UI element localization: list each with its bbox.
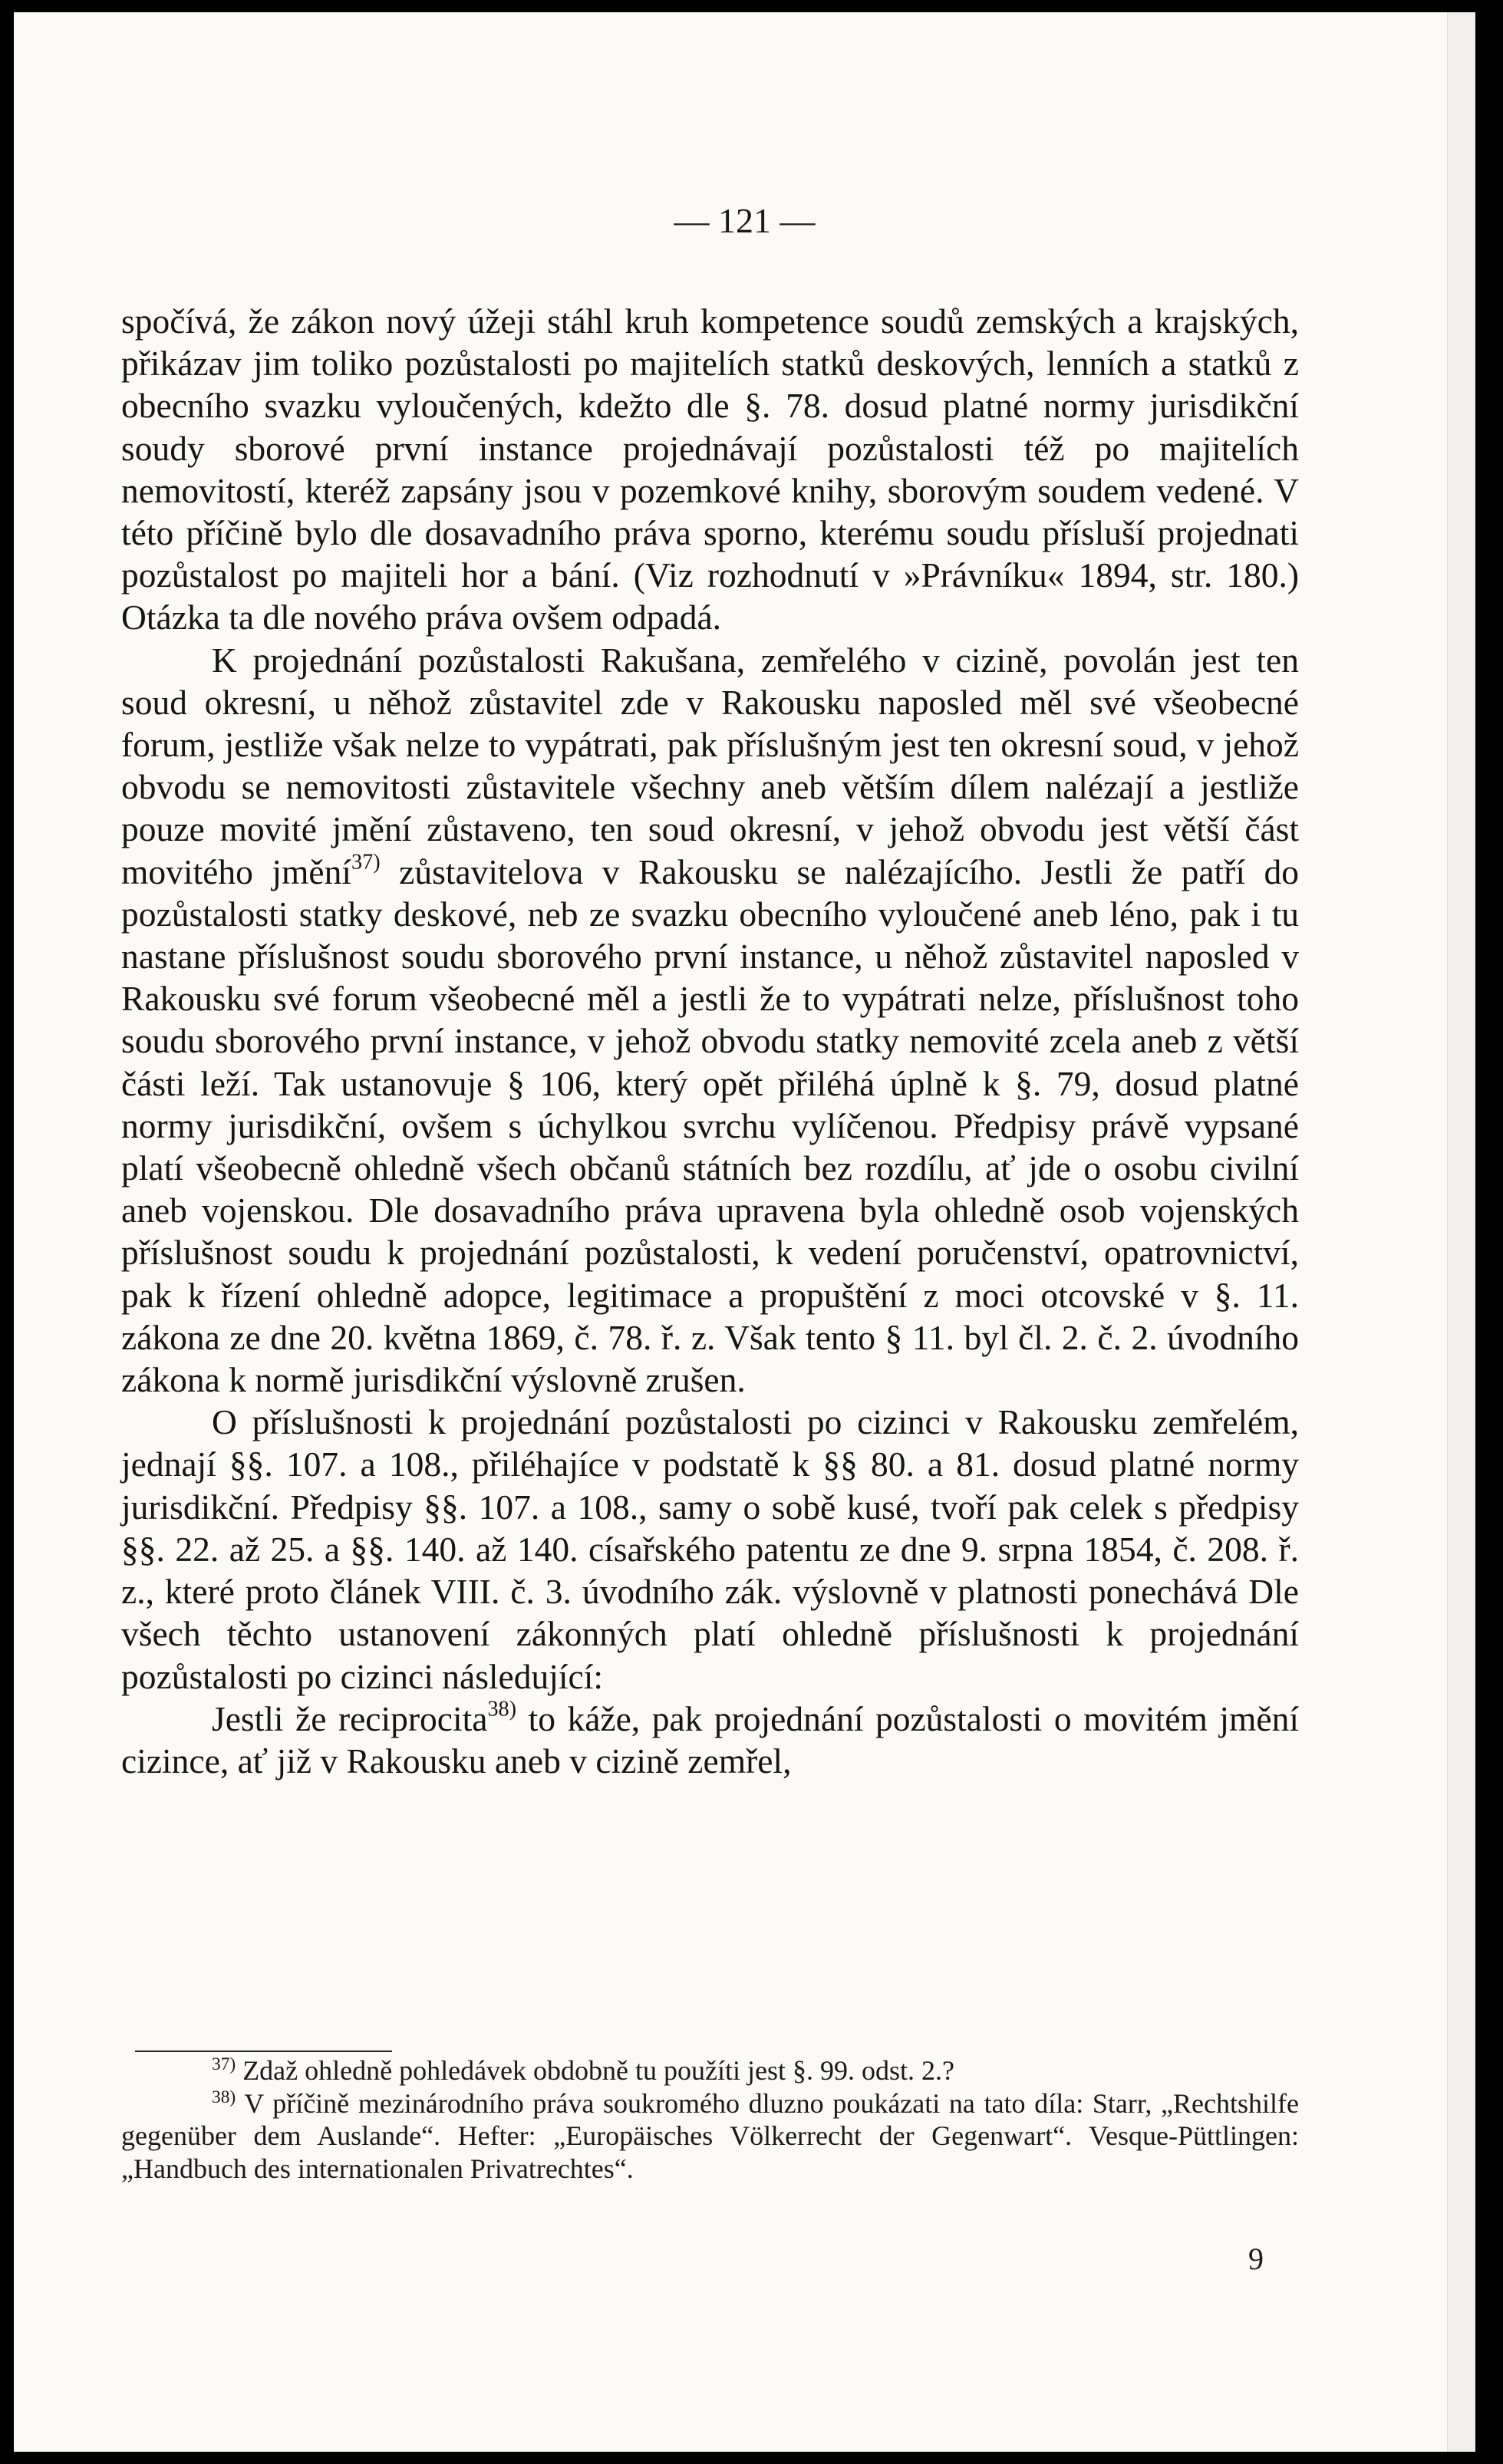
footnote-mark: 37) bbox=[212, 2054, 236, 2075]
paragraph bbox=[121, 639, 1299, 1402]
footnote-mark: 38) bbox=[212, 2087, 236, 2107]
footnote-text: Zdaž ohledně pohledávek obdobně tu použíti jest §. 99. odst. 2.? bbox=[236, 2055, 954, 2086]
paragraph-text: Jestli že reciprocita bbox=[212, 1698, 488, 1738]
footnote-reference: 37) bbox=[351, 849, 381, 874]
body-text bbox=[121, 300, 1299, 1782]
paragraph-text: spočívá, že zákon nový úžeji stáhl kruh kompetence soudů zemských a krajských, přikázav jim toliko pozůstalosti po majitelích statků deskových, lenních a statků z obecního svazku vyloučených, kdežto dle §. 78. dosud platné normy jurisdikční soudy sborové první instance projednávají pozůstalosti též po majitelích nemovitostí, kteréž zapsány jsou v pozemkové knihy, sborovým soudem vedené. V této příčině bylo dle dosavadního práva sporno, kterému soudu přísluší projednati pozůstalost po majiteli hor a bání. (Viz rozhodnutí v »Právníku« 1894, str. 180.) Otázka ta dle nového práva ovšem odpadá. bbox=[121, 301, 1299, 637]
footnotes bbox=[121, 2054, 1299, 2185]
footnote-reference: 38) bbox=[487, 1696, 517, 1721]
paragraph-text: K projednání pozůstalosti Rakušana, zemřelého v cizině, povolán jest ten soud okresní, u něhož zůstavitel zde v Rakousku naposled měl své všeobecné forum, jestliže však nelze to vypátrati, pak příslušným jest ten okresní soud, v jehož obvodu se nemovitosti zůstavitele všechny aneb větším dílem nalézají a jestliže pouze movité jmění zůstaveno, ten soud okresní, v jehož obvodu jest větší část movitého jmění bbox=[121, 640, 1299, 891]
footnote-text: V příčině mezinárodního práva soukromého dluzno poukázati na tato díla: Starr, „Rechtshilfe gegenüber dem Auslande“. Hefter: „Europäisches Völkerrecht der Gegenwart“. Vesque-Püttlingen: „Handbuch des internationalen Privatrechtes“. bbox=[121, 2087, 1299, 2184]
footnote-divider bbox=[135, 2051, 392, 2052]
paragraph-text: zůstavitelova v Rakousku se nalézajícího. Jestli že patří do pozůstalosti statky deskové, neb ze svazku obecního vyloučené aneb léno, pak i tu nastane příslušnost soudu sborového první instance, u něhož zůstavitel naposled v Rakousku své forum všeobecné měl a jestli že to vypátrati nelze, příslušnost toho soudu sborového první instance, v jehož obvodu statky nemovité zcela aneb z větší části leží. Tak ustanovuje § 106, který opět přiléhá úplně k §. 79, dosud platné normy jurisdikční, ovšem s úchylkou svrchu vylíčenou. Předpisy právě vypsané platí všeobecně ohledně všech občanů státních bez rozdílu, ať jde o osobu civilní aneb vojenskou. Dle dosavadního práva upravena byla ohledně osob vojenských příslušnost soudu k projednání pozůstalosti, k vedení poručenství, opatrovnictví, pak k řízení ohledně adopce, legitimace a propuštění z moci otcovské v §. 11. zákona ze dne 20. května 1869, č. 78. ř. z. Však tento § 11. byl čl. 2. č. 2. úvodního zákona k normě jurisdikční výslovně zrušen. bbox=[121, 852, 1299, 1400]
signature-mark: 9 bbox=[1248, 2242, 1264, 2276]
paragraph bbox=[121, 1401, 1299, 1697]
page-edge bbox=[1447, 12, 1475, 2452]
page-number-header: — 121 — bbox=[674, 201, 816, 240]
book-page bbox=[14, 12, 1475, 2452]
paragraph-text: to káže, pak projednání pozůstalosti o movitém jmění cizince, ať již v Rakousku aneb v cizině zemřel, bbox=[121, 1698, 1299, 1780]
paragraph bbox=[121, 300, 1299, 639]
footnote bbox=[121, 2087, 1299, 2186]
paragraph-text: O příslušnosti k projednání pozůstalosti po cizinci v Rakousku zemřelém, jednají §§. 107. a 108., přiléhajíce v podstatě k §§ 80. a 81. dosud platné normy jurisdikční. Předpisy §§. 107. a 108., samy o sobě kusé, tvoří pak celek s předpisy §§. 22. až 25. a §§. 140. až 140. císařského patentu ze dne 9. srpna 1854, č. 208. ř. z., které proto článek VIII. č. 3. úvodního zák. výslovně v platnosti ponechává Dle všech těchto ustanovení zákonných platí ohledně příslušnosti k projednání pozůstalosti po cizinci následující: bbox=[121, 1402, 1299, 1696]
paragraph bbox=[121, 1698, 1299, 1782]
footnote bbox=[121, 2054, 1299, 2087]
